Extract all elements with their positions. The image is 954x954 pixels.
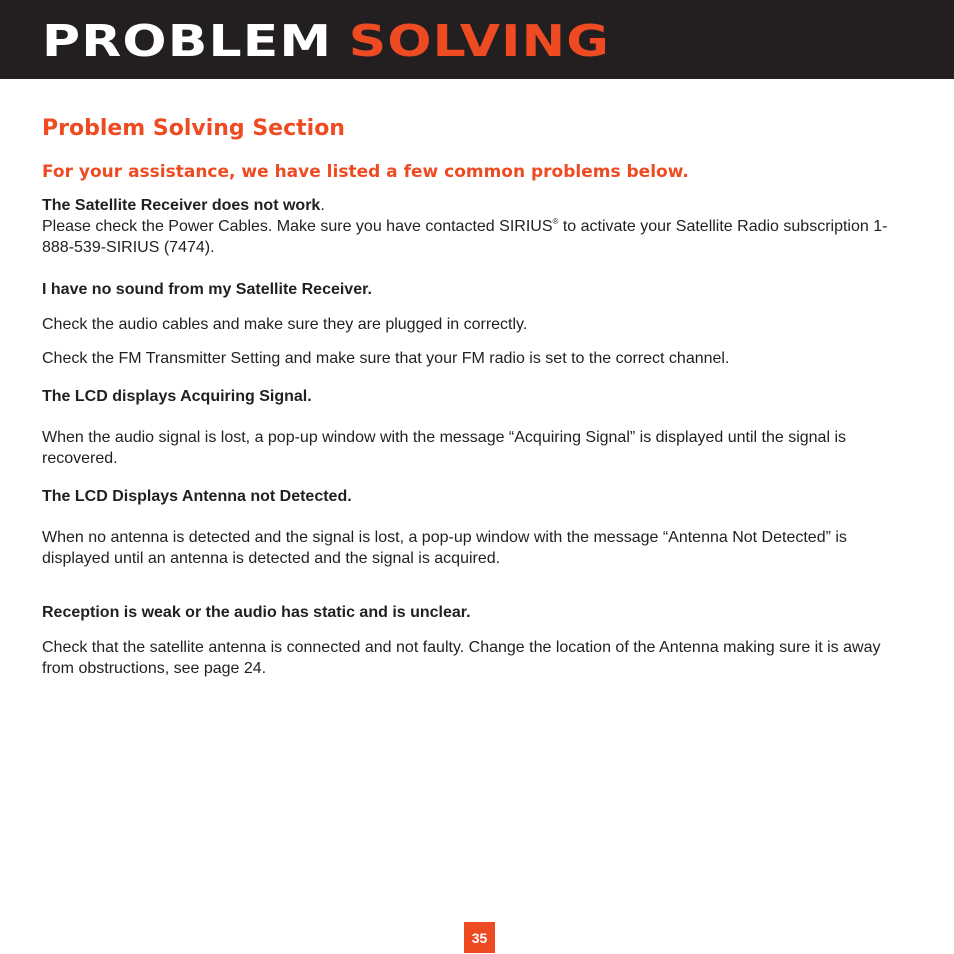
page-title	[42, 18, 610, 66]
problem-question: The LCD displays Acquiring Signal.	[42, 388, 312, 405]
page-header	[0, 0, 954, 79]
problem-question: Reception is weak or the audio has static and is unclear.	[42, 604, 471, 621]
title-word-solving: SOLVING	[348, 16, 611, 67]
page-number: 35	[464, 922, 495, 953]
problem-question: The Satellite Receiver does not work.	[42, 197, 325, 214]
problem-question: The LCD Displays Antenna not Detected.	[42, 488, 352, 505]
title-word-problem: PROBLEM	[42, 16, 333, 67]
registered-mark: ®	[552, 217, 559, 226]
problem-answer: Check that the satellite antenna is connected and not faulty. Change the location of the Antenna making sure it is away from obstructions, see page 24.	[42, 639, 881, 677]
section-title: Problem Solving Section	[42, 116, 345, 141]
section-subtitle: For your assistance, we have listed a few common problems below.	[42, 162, 689, 182]
problem-answer: Check the audio cables and make sure they are plugged in correctly.	[42, 316, 528, 333]
problem-answer: Check the FM Transmitter Setting and make sure that your FM radio is set to the correct channel.	[42, 350, 730, 367]
problem-answer: When the audio signal is lost, a pop-up window with the message “Acquiring Signal” is displayed until the signal is recovered.	[42, 429, 846, 467]
problem-question: I have no sound from my Satellite Receiver.	[42, 281, 372, 298]
problem-answer: When no antenna is detected and the signal is lost, a pop-up window with the message “Antenna Not Detected” is displayed until an antenna is detected and the signal is acquired.	[42, 529, 847, 567]
problem-answer: Please check the Power Cables. Make sure you have contacted SIRIUS® to activate your Satellite Radio subscription 1-888-539-SIRIUS (7474).	[42, 217, 888, 256]
